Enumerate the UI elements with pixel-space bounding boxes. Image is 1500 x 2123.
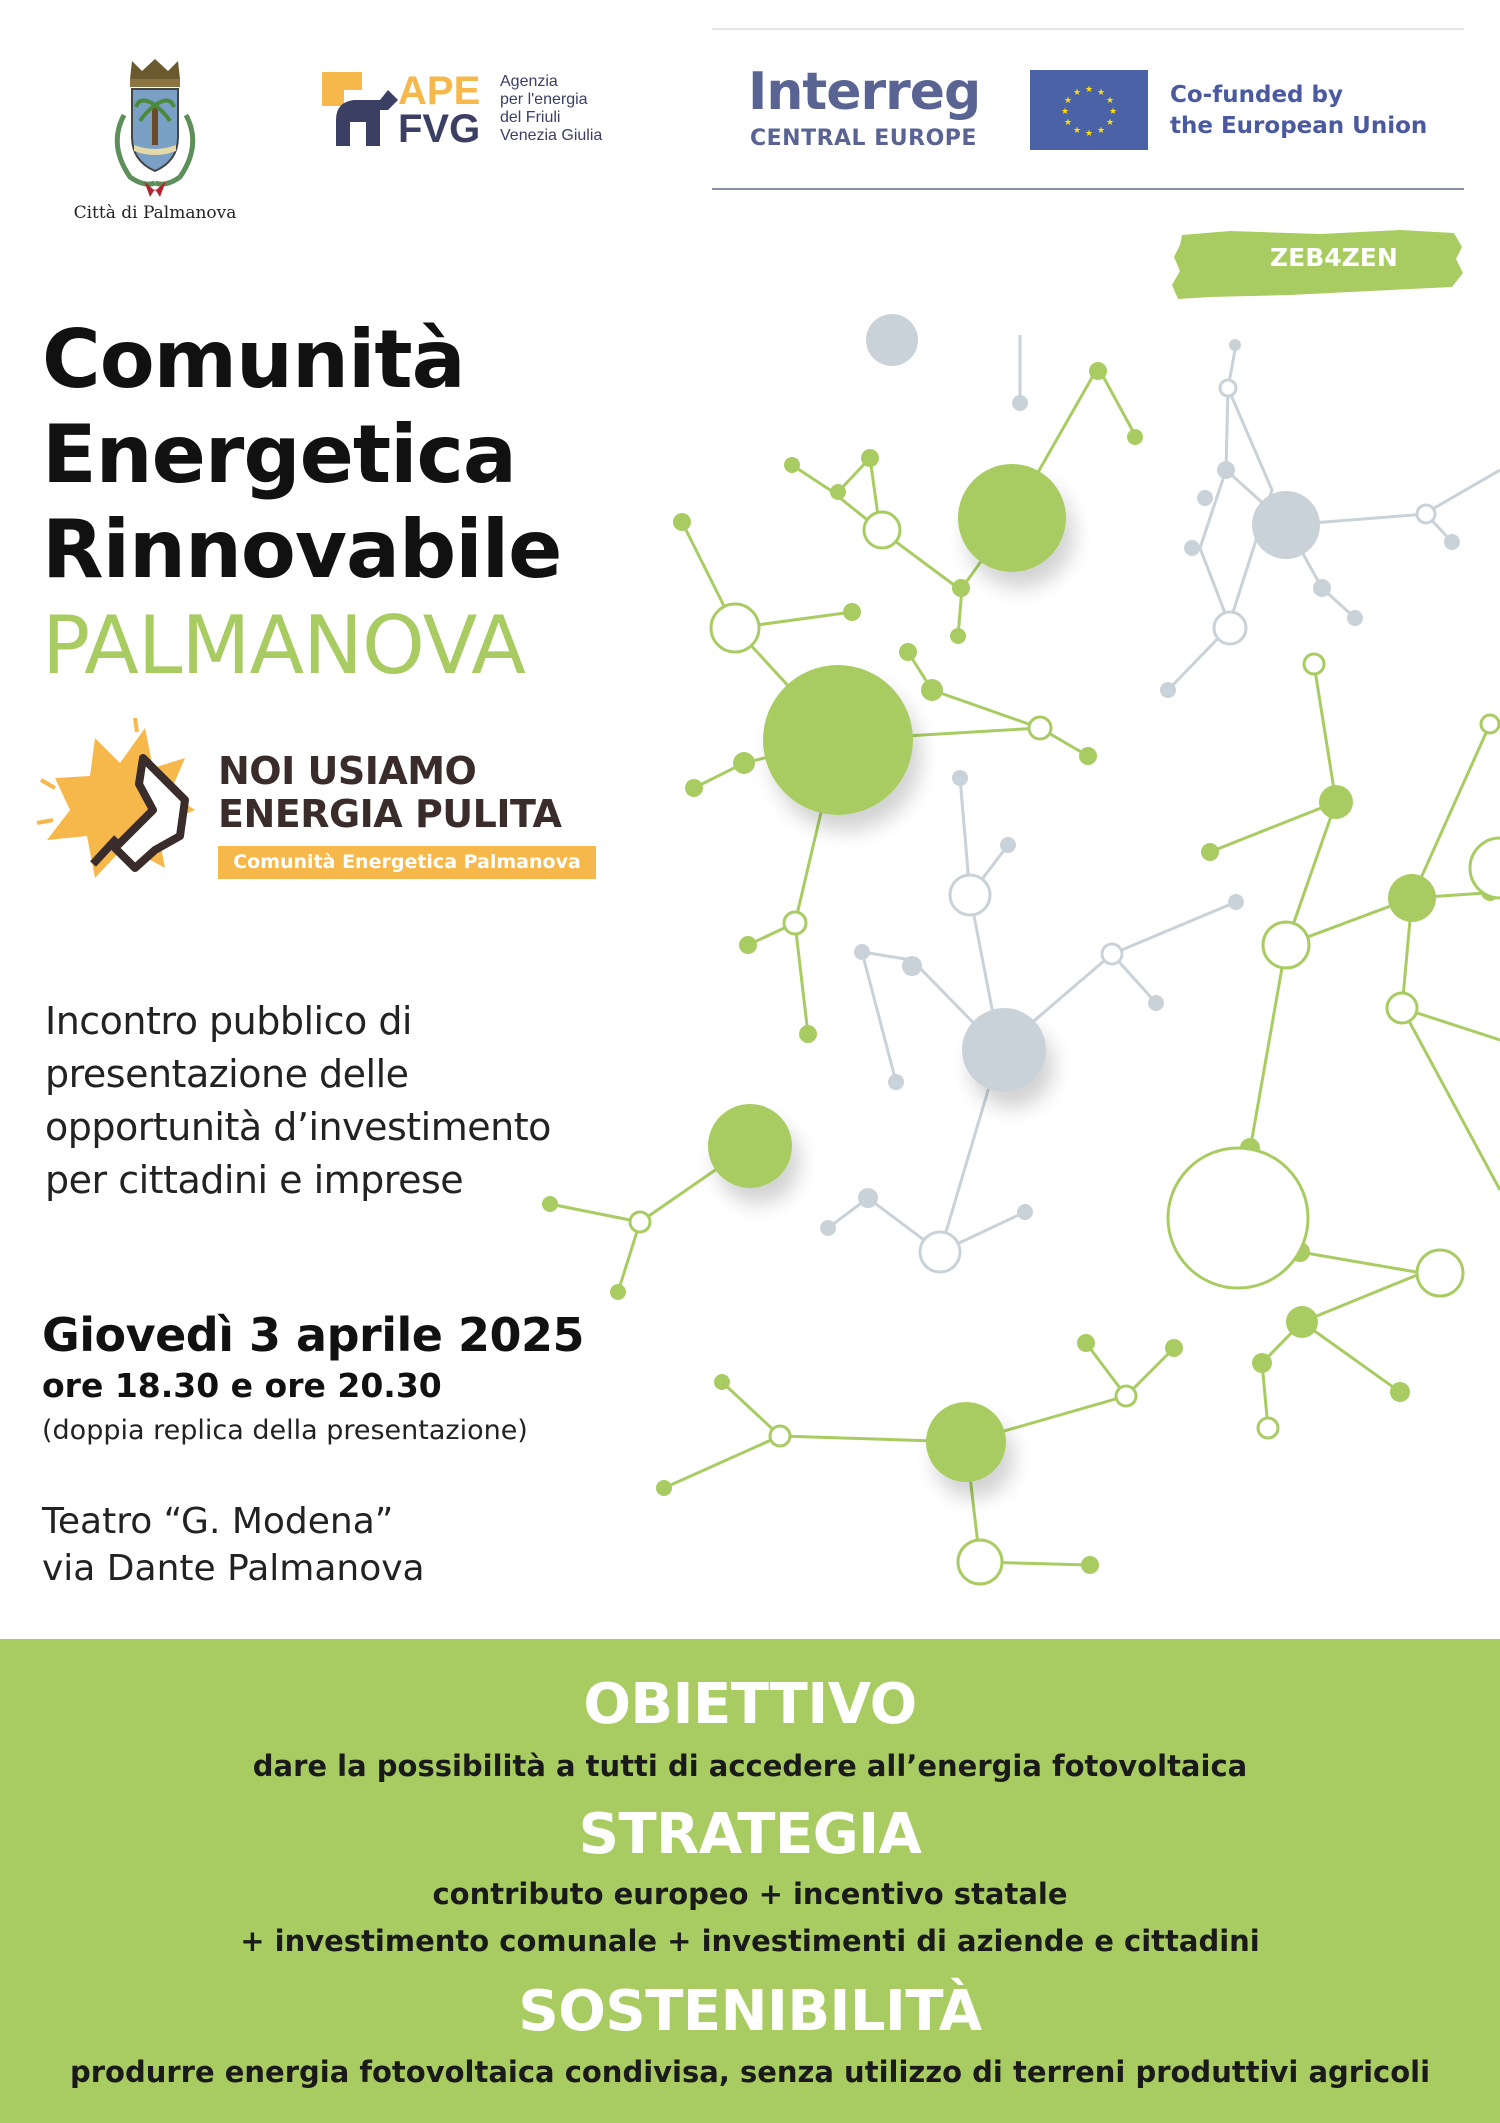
svg-text:★: ★ [1096, 88, 1106, 98]
section-text-strategia-1: contributo europeo + incentivo statale [432, 1877, 1068, 1911]
section-heading-sostenibilita: SOSTENIBILITÀ [518, 1979, 982, 2044]
event-time: ore 18.30 e ore 20.30 [42, 1366, 442, 1405]
zeb4zen-tag: ZEB4ZEN [1270, 243, 1398, 272]
grey-network-nodes [820, 314, 1460, 1236]
interreg-subtitle: CENTRAL EUROPE [750, 126, 977, 151]
eu-line-2: the European Union [1170, 113, 1428, 139]
comunita-energetica-badge: Comunità Energetica Palmanova [218, 846, 596, 879]
interreg-word: Interreg [748, 62, 981, 122]
event-date: Giovedì 3 aprile 2025 [42, 1308, 584, 1362]
grey-network-links [828, 335, 1500, 1252]
section-text-obiettivo: dare la possibilità a tutti di accedere all’energia fotovoltaica [252, 1749, 1248, 1783]
svg-text:★: ★ [1072, 126, 1082, 136]
svg-text:★: ★ [1084, 129, 1094, 139]
svg-text:★: ★ [1072, 88, 1082, 98]
intro-line-4: per cittadini e imprese [45, 1158, 464, 1202]
section-text-strategia-2: + investimento comunale + investimenti di aziende e cittadini [240, 1924, 1260, 1958]
event-note: (doppia replica della presentazione) [42, 1415, 528, 1446]
svg-text:★: ★ [1084, 85, 1094, 95]
title-line-1: Comunità [42, 313, 465, 406]
svg-text:★: ★ [1105, 118, 1115, 128]
title-line-3: Rinnovabile [42, 503, 562, 596]
ape-small-line-4: Venezia Giulia [500, 127, 603, 144]
svg-text:★: ★ [1105, 96, 1115, 106]
svg-text:★: ★ [1108, 107, 1118, 117]
ape-small-line-2: per l'energia [500, 91, 588, 108]
svg-text:★: ★ [1096, 126, 1106, 136]
ape-word: APE [398, 69, 481, 113]
ape-small-line-3: del Friuli [500, 109, 561, 126]
svg-text:★: ★ [1060, 107, 1070, 117]
intro-line-3: opportunità d’investimento [45, 1105, 551, 1149]
noi-line-1: NOI USIAMO [218, 749, 477, 793]
fvg-word: FVG [398, 107, 481, 151]
venue-line-2: via Dante Palmanova [42, 1548, 425, 1589]
title-line-2: Energetica [42, 408, 516, 501]
section-text-sostenibilita: produrre energia fotovoltaica condivisa, senza utilizzo di terreni produttivi agricoli [69, 2055, 1431, 2089]
ape-small-line-1: Agenzia [500, 73, 558, 90]
noi-line-2: ENERGIA PULITA [218, 792, 562, 836]
intro-line-1: Incontro pubblico di [45, 999, 412, 1043]
section-heading-strategia: STRATEGIA [578, 1802, 922, 1867]
info-band [0, 1639, 1500, 2123]
svg-text:★: ★ [1063, 118, 1073, 128]
green-network-nodes [542, 362, 1499, 1574]
intro-line-2: presentazione delle [45, 1052, 409, 1096]
svg-text:★: ★ [1063, 96, 1073, 106]
eu-line-1: Co-funded by [1170, 82, 1343, 108]
green-network-hollow-nodes [630, 512, 1500, 1584]
title-accent-palmanova: PALMANOVA [42, 599, 525, 692]
venue-line-1: Teatro “G. Modena” [42, 1501, 394, 1542]
section-heading-obiettivo: OBIETTIVO [583, 1672, 917, 1737]
city-name: Città di Palmanova [73, 203, 237, 223]
